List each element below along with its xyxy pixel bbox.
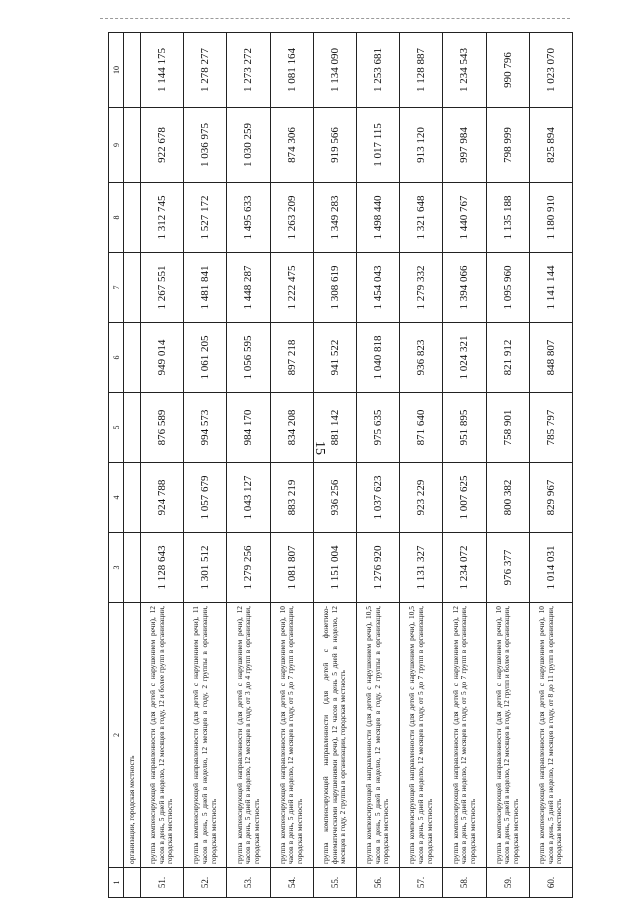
value-col-3: 1 128 643 [141, 533, 184, 603]
row-description: группа компенсирующей направленности (для детей с нарушением речи), 10,5 часов в день, 5 дней в неделю, 12 месяцев в году, от 5 до 7 групп в организации, городская местность [400, 603, 443, 868]
value-col-3: 1 131 327 [400, 533, 443, 603]
table-body [109, 33, 573, 898]
row-description: группа компенсирующей направленности (для детей с нарушением речи), 10,5 часов в день, 5 дней в неделю, 12 месяцев в году, 2 группы в организации, городская местность [356, 603, 399, 868]
value-col-9: 825 894 [529, 108, 572, 183]
value-col-9: 798 999 [486, 108, 529, 183]
row-number: 57. [400, 868, 443, 898]
value-col-7: 1 095 960 [486, 253, 529, 323]
value-col-8: 1 321 648 [400, 183, 443, 253]
value-col-8: 1 495 633 [227, 183, 270, 253]
value-col-4: 936 256 [313, 463, 356, 533]
value-col-3: 1 014 031 [529, 533, 572, 603]
value-col-9: 919 566 [313, 108, 356, 183]
cost-table [108, 32, 573, 898]
value-col-4: 923 229 [400, 463, 443, 533]
row-description: группа компенсирующей направленности (для детей с нарушением речи), 10 часов в день, 5 дней в неделю, 12 месяцев в году, от 5 до 7 групп в организации, городская местность [270, 603, 313, 868]
value-col-3: 1 301 512 [184, 533, 227, 603]
column-number-row [109, 33, 124, 898]
value-col-4: 1 007 625 [443, 463, 486, 533]
row-number: 59. [486, 868, 529, 898]
value-col-6: 941 522 [313, 323, 356, 393]
scan-edge-line [100, 18, 570, 19]
value-col-10: 1 278 277 [184, 33, 227, 108]
value-col-8: 1 349 283 [313, 183, 356, 253]
row-number: 58. [443, 868, 486, 898]
column-number: 8 [109, 183, 124, 253]
value-col-7: 1 394 066 [443, 253, 486, 323]
value-col-7: 1 308 619 [313, 253, 356, 323]
page-number: 15 [312, 441, 327, 455]
value-col-8: 1 440 767 [443, 183, 486, 253]
table-row [184, 33, 227, 898]
value-col-5: 951 895 [443, 393, 486, 463]
value-col-8: 1 498 440 [356, 183, 399, 253]
value-col-9: 874 306 [270, 108, 313, 183]
value-col-3: 976 377 [486, 533, 529, 603]
empty-cell [124, 323, 141, 393]
value-col-7: 1 141 144 [529, 253, 572, 323]
value-col-9: 997 984 [443, 108, 486, 183]
value-col-6: 949 014 [141, 323, 184, 393]
row-number: 60. [529, 868, 572, 898]
row-description: группа компенсирующей направленности (для детей с нарушением речи), 11 часов в день, 5 дней в неделю, 12 месяцев в году, 2 группы в организации, городская местность [184, 603, 227, 868]
empty-cell [124, 183, 141, 253]
row-number: 54. [270, 868, 313, 898]
value-col-10: 1 273 272 [227, 33, 270, 108]
empty-cell [124, 253, 141, 323]
value-col-8: 1 312 745 [141, 183, 184, 253]
value-col-10: 1 081 164 [270, 33, 313, 108]
value-col-8: 1 180 910 [529, 183, 572, 253]
value-col-10: 1 144 175 [141, 33, 184, 108]
value-col-5: 785 797 [529, 393, 572, 463]
value-col-8: 1 527 172 [184, 183, 227, 253]
value-col-4: 883 219 [270, 463, 313, 533]
value-col-6: 897 218 [270, 323, 313, 393]
value-col-4: 829 967 [529, 463, 572, 533]
value-col-6: 1 056 595 [227, 323, 270, 393]
row-number: 53. [227, 868, 270, 898]
value-col-10: 1 128 887 [400, 33, 443, 108]
column-number: 9 [109, 108, 124, 183]
value-col-9: 922 678 [141, 108, 184, 183]
value-col-4: 1 043 127 [227, 463, 270, 533]
value-col-3: 1 234 072 [443, 533, 486, 603]
empty-cell [124, 33, 141, 108]
value-col-3: 1 081 807 [270, 533, 313, 603]
value-col-8: 1 263 209 [270, 183, 313, 253]
column-number: 1 [109, 868, 124, 898]
empty-cell [124, 393, 141, 463]
value-col-6: 1 024 321 [443, 323, 486, 393]
value-col-5: 975 635 [356, 393, 399, 463]
value-col-6: 1 061 205 [184, 323, 227, 393]
row-description: группа компенсирующей направленности (для детей с фонетико-фонематическими нарушениями речи), 12 часов в день 5 дней в неделю, 12 месяцев в году, 2 группы в организации, городская местность [313, 603, 356, 868]
table-row [313, 33, 356, 898]
value-col-9: 913 120 [400, 108, 443, 183]
column-number: 7 [109, 253, 124, 323]
row-description: группа компенсирующей направленности (для детей с нарушением речи), 12 часов в день, 5 дней в неделю, 12 месяцев в году, от 3 до 4 групп в организации, городская местность [227, 603, 270, 868]
empty-cell [124, 533, 141, 603]
value-col-6: 821 912 [486, 323, 529, 393]
value-col-7: 1 448 287 [227, 253, 270, 323]
row-description: группа компенсирующей направленности (для детей с нарушением речи), 10 часов в день, 5 дней в неделю, 12 месяцев в году, от 8 до 11 групп в организации, городская местность [529, 603, 572, 868]
value-col-5: 871 640 [400, 393, 443, 463]
value-col-9: 1 017 115 [356, 108, 399, 183]
value-col-4: 1 057 679 [184, 463, 227, 533]
empty-cell [124, 463, 141, 533]
value-col-5: 984 170 [227, 393, 270, 463]
column-number: 2 [109, 603, 124, 868]
value-col-7: 1 279 332 [400, 253, 443, 323]
table-row [141, 33, 184, 898]
column-number: 4 [109, 463, 124, 533]
row-number: 52. [184, 868, 227, 898]
value-col-8: 1 135 188 [486, 183, 529, 253]
value-col-3: 1 276 920 [356, 533, 399, 603]
table-row [227, 33, 270, 898]
empty-cell [124, 108, 141, 183]
value-col-4: 800 382 [486, 463, 529, 533]
value-col-7: 1 454 043 [356, 253, 399, 323]
table-row [443, 33, 486, 898]
column-number: 10 [109, 33, 124, 108]
table-row [486, 33, 529, 898]
row-number: 55. [313, 868, 356, 898]
value-col-10: 1 134 090 [313, 33, 356, 108]
value-col-4: 924 788 [141, 463, 184, 533]
value-col-7: 1 481 841 [184, 253, 227, 323]
row-number: 51. [141, 868, 184, 898]
value-col-9: 1 030 259 [227, 108, 270, 183]
value-col-10: 1 023 070 [529, 33, 572, 108]
value-col-7: 1 222 475 [270, 253, 313, 323]
value-col-3: 1 279 256 [227, 533, 270, 603]
value-col-4: 1 037 623 [356, 463, 399, 533]
column-number: 3 [109, 533, 124, 603]
value-col-5: 834 208 [270, 393, 313, 463]
column-number: 5 [109, 393, 124, 463]
continuation-row [124, 33, 141, 898]
continuation-text: организации, городская местность [124, 603, 141, 868]
value-col-9: 1 036 975 [184, 108, 227, 183]
value-col-6: 1 040 818 [356, 323, 399, 393]
value-col-5: 758 901 [486, 393, 529, 463]
value-col-5: 881 142 [313, 393, 356, 463]
value-col-7: 1 267 551 [141, 253, 184, 323]
rotated-table-container [108, 33, 573, 898]
table-row [400, 33, 443, 898]
table-row [529, 33, 572, 898]
value-col-5: 994 573 [184, 393, 227, 463]
column-number: 6 [109, 323, 124, 393]
row-description: группа компенсирующей направленности (для детей с нарушением речи), 12 часов в день, 5 дней в неделю, 12 месяцев в году, от 5 до 7 групп в организации, городская местность [443, 603, 486, 868]
value-col-5: 876 589 [141, 393, 184, 463]
row-description: группа компенсирующей направленности (для детей с нарушением речи), 12 часов в день, 5 дней в неделю, 12 месяцев в году, 12 и более групп в организации, городская местность [141, 603, 184, 868]
value-col-10: 1 253 681 [356, 33, 399, 108]
row-number: 56. [356, 868, 399, 898]
empty-cell [124, 868, 141, 898]
table-row [270, 33, 313, 898]
value-col-10: 990 796 [486, 33, 529, 108]
value-col-6: 936 823 [400, 323, 443, 393]
table-row [356, 33, 399, 898]
value-col-3: 1 151 004 [313, 533, 356, 603]
value-col-6: 848 807 [529, 323, 572, 393]
value-col-10: 1 234 543 [443, 33, 486, 108]
row-description: группа компенсирующей направленности (для детей с нарушением речи), 10 часов в день, 5 дней в неделю, 12 месяцев в году, 12 групп и более в организации, городская местность [486, 603, 529, 868]
